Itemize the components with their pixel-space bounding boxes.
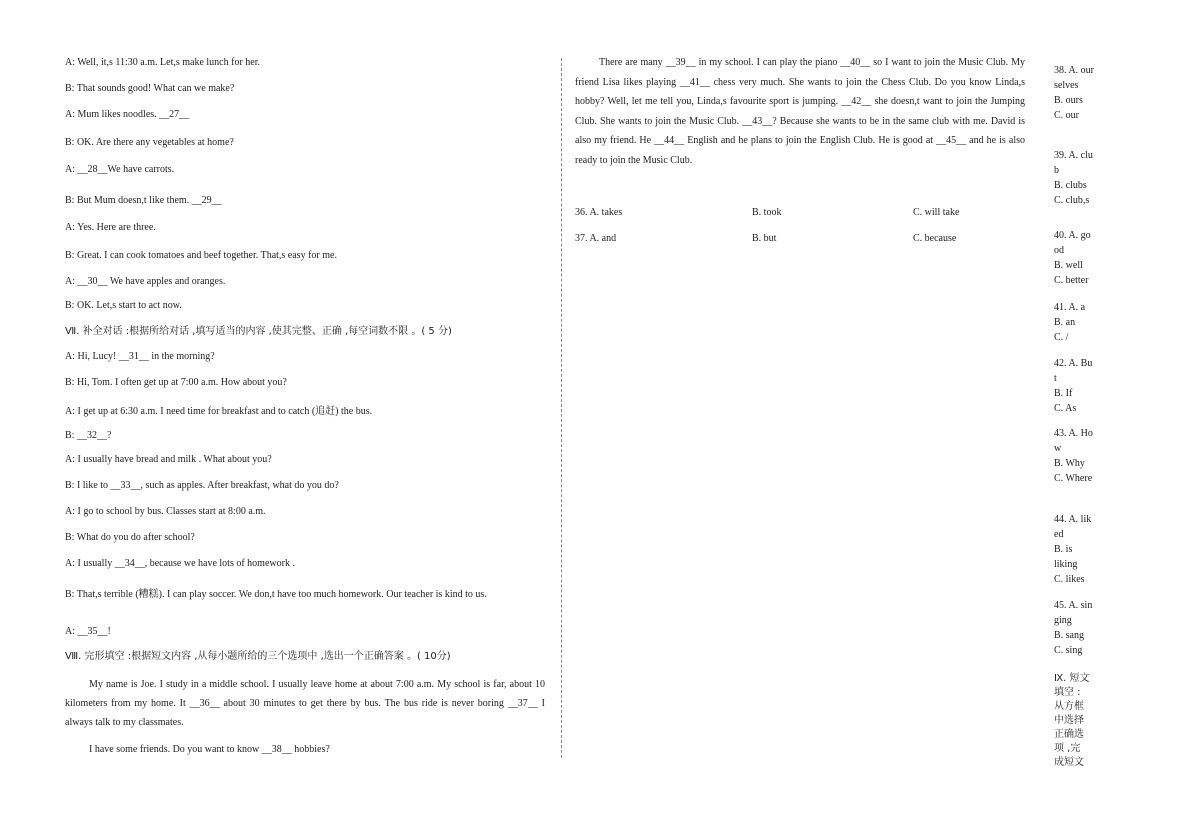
- question-44: [1054, 512, 1094, 587]
- dialogue-line: B: I like to __33__, such as apples. After breakfast, what do you do?: [65, 480, 339, 491]
- option-c: C. club,s: [1054, 195, 1090, 206]
- option-c: C. As: [1054, 403, 1077, 414]
- passage-paragraph: My name is Joe. I study in a middle school. I usually leave home at about 7:00 a.m. My school is far, about 10 kilometers from my home. It __36__ about 30 minutes to get there by bus. The bus ride is never boring __37__ I always talk to my classmates.: [65, 679, 545, 728]
- dialogue-line: B: OK. Are there any vegetables at home?: [65, 137, 234, 148]
- option-c: C. our: [1054, 110, 1079, 121]
- section-heading: Ⅸ. 短文填空 :从方框中选择正确选项 ,完成短文: [1054, 673, 1090, 768]
- dialogue-line: B: That,s terrible (糟糕). I can play soccer. We don,t have too much homework. Our teacher is kind to us.: [65, 589, 487, 600]
- dialogue-line: B: OK. Let,s start to act now.: [65, 300, 182, 311]
- question-38: [1054, 63, 1094, 123]
- option-a: 44. A. liked: [1054, 514, 1092, 540]
- option-a: 38. A. ourselves: [1054, 65, 1094, 91]
- option-b: B. sang: [1054, 630, 1084, 641]
- dialogue-line: A: Yes. Here are three.: [65, 222, 156, 233]
- column-divider: [561, 58, 562, 758]
- passage-paragraph: There are many __39__ in my school. I can play the piano __40__ so I want to join the Music Club. My friend Lisa likes playing __41__ chess very much. She wants to join the Chess Club. Do you know Linda,s hobby? Well, let me tell you, Linda,s favourite sport is jumping. __42__ she doesn,t want to join the Jumping Club. She wants to join the Music Club. __43__? Because she wants to be in the same club with me. David is also my friend. He __44__ English and he plans to join the English Club. He is good at __45__ and he is also ready to join the Music Club.: [575, 57, 1025, 166]
- option-b: B. ours: [1054, 95, 1083, 106]
- option-a: 40. A. good: [1054, 230, 1091, 256]
- option-b: B. is liking: [1054, 544, 1078, 570]
- option-c: C. better: [1054, 275, 1089, 286]
- option-37-b: B. but: [752, 233, 777, 244]
- dialogue-line: A: Hi, Lucy! __31__ in the morning?: [65, 351, 215, 362]
- option-37-c: C. because: [913, 233, 957, 244]
- dialogue-line: A: I usually __34__, because we have lots of homework .: [65, 558, 295, 569]
- dialogue-line: B: But Mum doesn,t like them. __29__: [65, 195, 222, 206]
- passage-paragraph: I have some friends. Do you want to know __38__ hobbies?: [89, 744, 330, 755]
- dialogue-line: A: Well, it,s 11:30 a.m. Let,s make lunch for her.: [65, 57, 260, 68]
- option-c: C. likes: [1054, 574, 1085, 585]
- question-41: [1054, 300, 1094, 345]
- dialogue-line: A: Mum likes noodles. __27__: [65, 109, 190, 120]
- option-a: 43. A. How: [1054, 428, 1093, 454]
- dialogue-line: A: __28__We have carrots.: [65, 164, 175, 175]
- option-a: 45. A. singing: [1054, 600, 1093, 626]
- option-b: B. clubs: [1054, 180, 1087, 191]
- option-b: B. well: [1054, 260, 1083, 271]
- option-36-b: B. took: [752, 207, 782, 218]
- option-a: 39. A. club: [1054, 150, 1093, 176]
- option-c: C. sing: [1054, 645, 1083, 656]
- question-45: [1054, 598, 1094, 658]
- question-42: [1054, 356, 1094, 416]
- option-b: B. an: [1054, 317, 1076, 328]
- dialogue-line: B: __32__?: [65, 430, 112, 441]
- dialogue-line: A: __35__!: [65, 626, 111, 637]
- option-a: 41. A. a: [1054, 302, 1086, 313]
- option-b: B. Why: [1054, 458, 1085, 469]
- dialogue-line: A: I get up at 6:30 a.m. I need time for breakfast and to catch (追赶) the bus.: [65, 406, 373, 417]
- dialogue-line: B: What do you do after school?: [65, 532, 195, 543]
- dialogue-line: B: That sounds good! What can we make?: [65, 83, 235, 94]
- question-43: [1054, 426, 1094, 486]
- question-39: [1054, 148, 1094, 208]
- dialogue-line: A: __30__ We have apples and oranges.: [65, 276, 226, 287]
- section-heading: Ⅶ. 补全对话 :根据所给对话 ,填写适当的内容 ,使其完整、正确 ,每空词数不限 。( 5 分): [65, 326, 452, 337]
- question-40: [1054, 228, 1094, 288]
- section-heading: Ⅷ. 完形填空 :根据短文内容 ,从每小题所给的三个选项中 ,选出一个正确答案 。( 10分): [65, 651, 451, 662]
- option-a: 42. A. But: [1054, 358, 1093, 384]
- option-36-c: C. will take: [913, 207, 960, 218]
- dialogue-line: B: Great. I can cook tomatoes and beef together. That,s easy for me.: [65, 250, 337, 261]
- option-37-a: 37. A. and: [575, 233, 617, 244]
- option-c: C. /: [1054, 332, 1069, 343]
- option-c: C. Where: [1054, 473, 1093, 484]
- dialogue-line: A: I usually have bread and milk . What about you?: [65, 454, 272, 465]
- dialogue-line: A: I go to school by bus. Classes start at 8:00 a.m.: [65, 506, 266, 517]
- option-b: B. If: [1054, 388, 1073, 399]
- option-36-a: 36. A. takes: [575, 207, 623, 218]
- dialogue-line: B: Hi, Tom. I often get up at 7:00 a.m. How about you?: [65, 377, 287, 388]
